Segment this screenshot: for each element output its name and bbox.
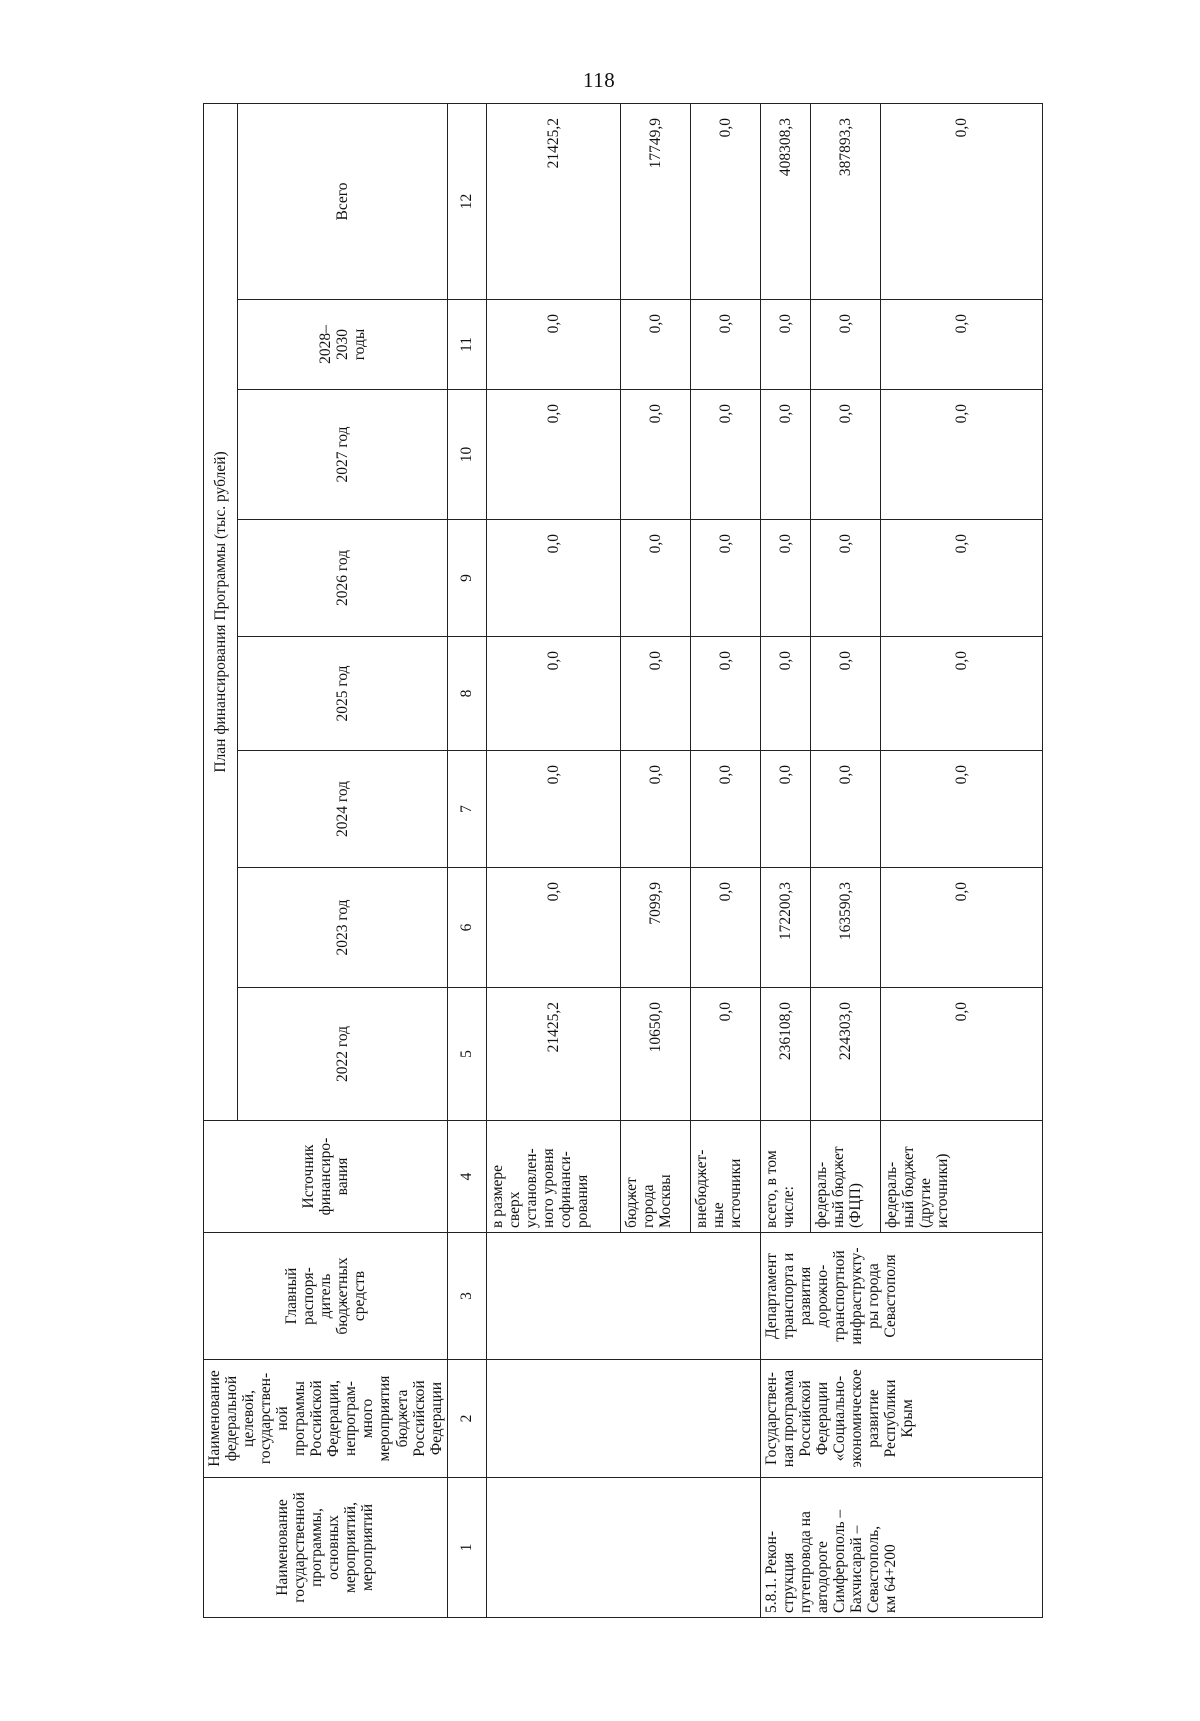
header-plan: План финансирования Программы (тыс. рублей) <box>204 103 238 1120</box>
event-name-cell: 5.8.1. Рекон- струкция путепровода на автодороге Симферополь – Бахчисарай – Севастополь, км 64+200 <box>760 1478 1042 1618</box>
table-row <box>486 103 620 1617</box>
value-cell: 21425,2 <box>486 103 620 299</box>
financing-table <box>203 103 1043 1618</box>
table-row <box>760 103 810 1617</box>
column-number: 10 <box>447 390 486 520</box>
empty-cell <box>486 1478 760 1618</box>
source-cell: в размере сверх установлен- ного уровня софинанси- рования <box>486 1121 620 1233</box>
source-cell: федераль- ный бюджет (ФЦП) <box>810 1121 880 1233</box>
value-cell: 0,0 <box>880 390 1042 520</box>
column-number: 8 <box>447 637 486 751</box>
column-number: 1 <box>447 1478 486 1618</box>
column-number: 12 <box>447 103 486 299</box>
value-cell: 163590,3 <box>810 868 880 988</box>
source-cell: бюджет города Москвы <box>620 1121 690 1233</box>
header-col3: Главный распоря- дитель бюджетных средств <box>204 1233 448 1360</box>
header-year-2024: 2024 год <box>237 751 447 868</box>
column-number: 4 <box>447 1121 486 1233</box>
header-year-2028-2030: 2028– 2030 годы <box>237 300 447 390</box>
value-cell: 0,0 <box>486 300 620 390</box>
column-number: 2 <box>447 1360 486 1478</box>
empty-cell <box>486 1360 760 1478</box>
value-cell: 0,0 <box>760 637 810 751</box>
column-number: 6 <box>447 868 486 988</box>
value-cell: 0,0 <box>486 520 620 637</box>
value-cell: 0,0 <box>810 520 880 637</box>
header-col1: Наименование государственной программы, основных мероприятий, мероприятий <box>204 1478 448 1618</box>
value-cell: 17749,9 <box>620 103 690 299</box>
value-cell: 0,0 <box>486 637 620 751</box>
page-number: 118 <box>583 68 616 92</box>
value-cell: 387893,3 <box>810 103 880 299</box>
value-cell: 0,0 <box>880 751 1042 868</box>
value-cell: 0,0 <box>810 390 880 520</box>
value-cell: 0,0 <box>690 637 760 751</box>
value-cell: 236108,0 <box>760 988 810 1121</box>
header-year-2025: 2025 год <box>237 637 447 751</box>
column-number: 7 <box>447 751 486 868</box>
value-cell: 0,0 <box>620 300 690 390</box>
value-cell: 0,0 <box>880 103 1042 299</box>
value-cell: 0,0 <box>486 390 620 520</box>
value-cell: 0,0 <box>760 390 810 520</box>
value-cell: 0,0 <box>760 520 810 637</box>
value-cell: 224303,0 <box>810 988 880 1121</box>
value-cell: 0,0 <box>690 103 760 299</box>
header-col4: Источник финансиро- вания <box>204 1121 448 1233</box>
value-cell: 0,0 <box>690 751 760 868</box>
source-cell: всего, в том числе: <box>760 1121 810 1233</box>
column-number: 11 <box>447 300 486 390</box>
value-cell: 0,0 <box>880 868 1042 988</box>
value-cell: 0,0 <box>690 300 760 390</box>
value-cell: 0,0 <box>690 868 760 988</box>
value-cell: 0,0 <box>690 988 760 1121</box>
header-col2: Наименование федеральной целевой, государствен- ной программы Российской Федерации, непрограм- много мероприятия бюджета Российской Федерации <box>204 1360 448 1478</box>
header-total: Всего <box>237 103 447 299</box>
value-cell: 0,0 <box>620 637 690 751</box>
value-cell: 0,0 <box>620 520 690 637</box>
source-cell: федераль- ный бюджет (другие источники) <box>880 1121 1042 1233</box>
value-cell: 21425,2 <box>486 988 620 1121</box>
value-cell: 0,0 <box>760 751 810 868</box>
program-cell: Государствен- ная программа Российской Федерации «Социально- экономическое развитие Республики Крым <box>760 1360 1042 1478</box>
header-year-2023: 2023 год <box>237 868 447 988</box>
column-number: 9 <box>447 520 486 637</box>
source-cell: внебюджет- ные источники <box>690 1121 760 1233</box>
column-number: 5 <box>447 988 486 1121</box>
financing-table-sheet <box>203 104 1043 1618</box>
value-cell: 10650,0 <box>620 988 690 1121</box>
value-cell: 0,0 <box>620 751 690 868</box>
column-numbers-row <box>447 103 486 1617</box>
manager-cell: Департамент транспорта и развития дорожно- транспортной инфраструкту- ры города Севастополя <box>760 1233 1042 1360</box>
value-cell: 0,0 <box>880 520 1042 637</box>
value-cell: 0,0 <box>880 988 1042 1121</box>
value-cell: 0,0 <box>760 300 810 390</box>
header-year-2026: 2026 год <box>237 520 447 637</box>
value-cell: 0,0 <box>880 300 1042 390</box>
value-cell: 0,0 <box>486 868 620 988</box>
value-cell: 0,0 <box>880 637 1042 751</box>
value-cell: 0,0 <box>690 390 760 520</box>
value-cell: 0,0 <box>810 300 880 390</box>
header-row-1 <box>204 103 238 1617</box>
value-cell: 0,0 <box>810 751 880 868</box>
column-number: 3 <box>447 1233 486 1360</box>
value-cell: 172200,3 <box>760 868 810 988</box>
value-cell: 0,0 <box>620 390 690 520</box>
header-year-2027: 2027 год <box>237 390 447 520</box>
header-year-2022: 2022 год <box>237 988 447 1121</box>
value-cell: 408308,3 <box>760 103 810 299</box>
value-cell: 0,0 <box>486 751 620 868</box>
value-cell: 0,0 <box>810 637 880 751</box>
value-cell: 0,0 <box>690 520 760 637</box>
empty-cell <box>486 1233 760 1360</box>
value-cell: 7099,9 <box>620 868 690 988</box>
